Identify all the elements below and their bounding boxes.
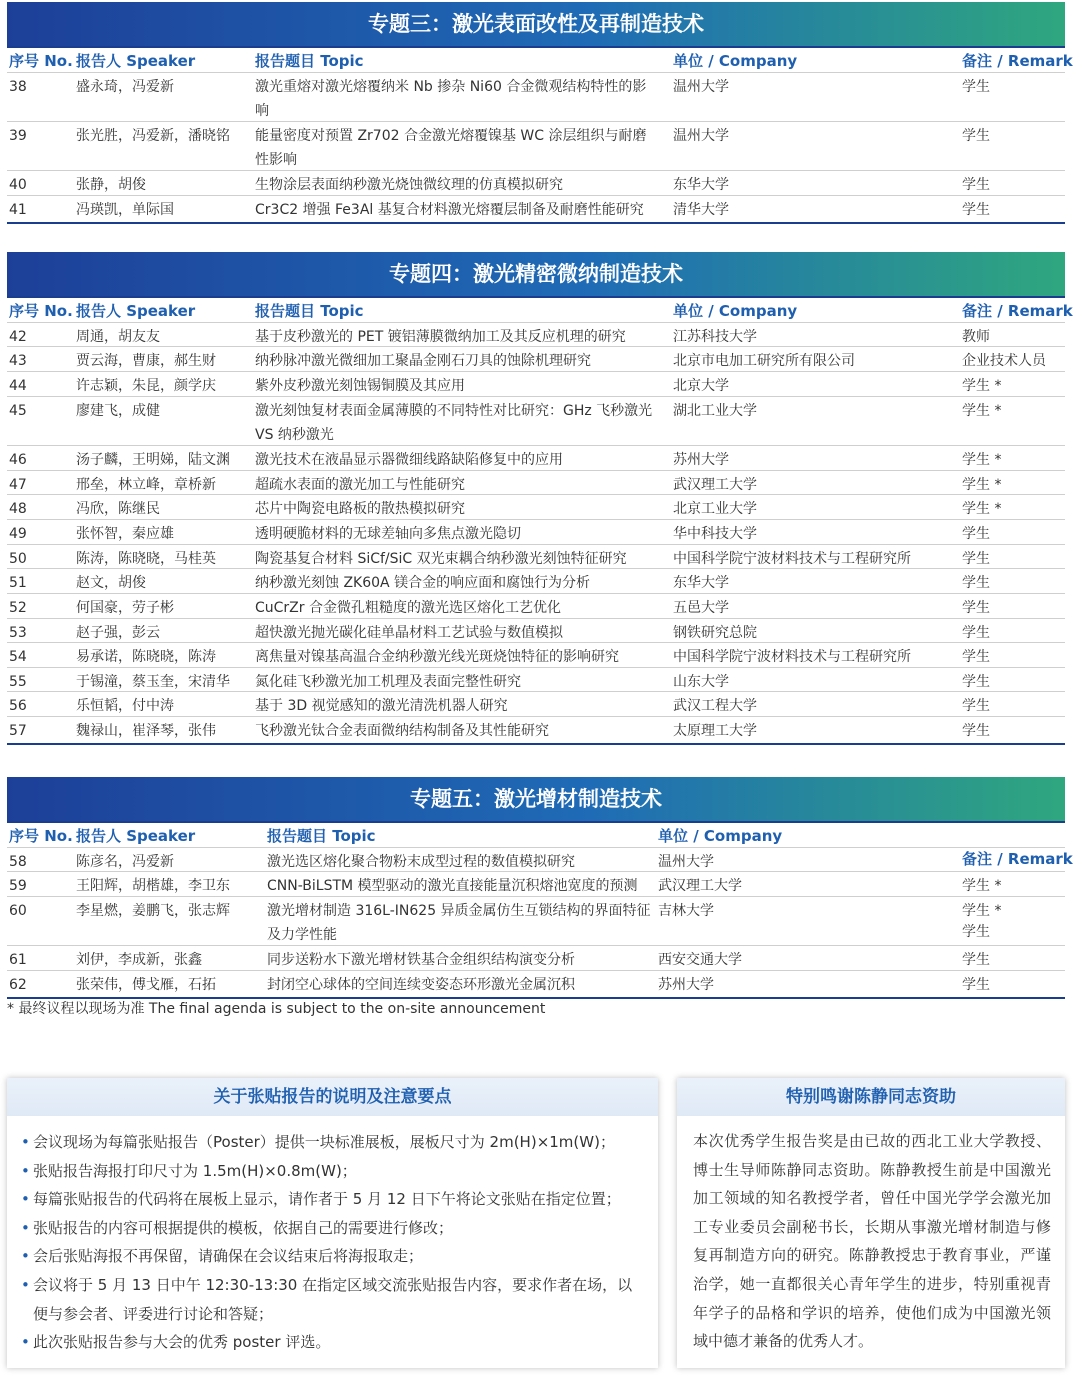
cell-remark: 学生 <box>962 977 990 993</box>
section-5-header <box>7 821 1065 847</box>
footnote: * 最终议程以现场为准 The final agenda is subject to the on-site announcement <box>7 1001 546 1017</box>
cell-no: 47 <box>9 477 27 493</box>
cell-remark: 学生 <box>962 128 990 144</box>
cell-speaker: 汤子麟，王明娣，陆文渊 <box>76 452 230 468</box>
cell-topic: 基于 3D 视觉感知的激光清洗机器人研究 <box>255 698 508 714</box>
cell-topic: 离焦量对镍基高温合金纳秒激光线光斑烧蚀特征的影响研究 <box>255 649 619 665</box>
section-4-title: 专题四：激光精密微纳制造技术 <box>7 252 1065 296</box>
header-no: 序号 No. <box>9 302 73 320</box>
cell-remark: 学生 * <box>962 403 1002 419</box>
cell-topic: 透明硬脆材料的无球差轴向多焦点激光隐切 <box>255 526 521 542</box>
cell-remark: 学生 <box>962 551 990 567</box>
cell-remark: 学生 * <box>962 878 1002 894</box>
cell-company: 东华大学 <box>673 177 729 193</box>
cell-remark: 学生 <box>962 649 990 665</box>
header-no: 序号 No. <box>9 827 73 845</box>
cell-topic: 超疏水表面的激光加工与性能研究 <box>255 477 465 493</box>
table-row <box>7 691 1065 717</box>
table-row <box>7 195 1065 221</box>
table-row <box>7 847 1065 872</box>
cell-remark: 教师 <box>962 329 990 345</box>
cell-company: 钢铁研究总院 <box>673 625 757 641</box>
cell-topic: 生物涂层表面纳秒激光烧蚀微纹理的仿真模拟研究 <box>255 177 563 193</box>
table-row <box>7 871 1065 897</box>
cell-speaker: 魏禄山，崔泽琴，张伟 <box>76 723 216 739</box>
cell-company: 中国科学院宁波材料技术与工程研究所 <box>673 649 911 665</box>
table-row <box>7 72 1065 122</box>
cell-speaker: 周通，胡友友 <box>76 329 160 345</box>
cell-no: 54 <box>9 649 27 665</box>
list-item: • 会议现场为每篇张贴报告（Poster）提供一块标准展板，展板尺寸为 2m(H)×1m(W)； <box>21 1128 646 1157</box>
table-row <box>7 445 1065 471</box>
cell-topic: 芯片中陶瓷电路板的散热模拟研究 <box>255 501 465 517</box>
list-item: • 会后张贴海报不再保留，请确保在会议结束后将海报取走； <box>21 1242 646 1271</box>
cell-no: 40 <box>9 177 27 193</box>
thanks-text: 本次优秀学生报告奖是由已故的西北工业大学教授、博士生导师陈静同志资助。陈静教授生前是中国激光加工领域的知名教授学者，曾任中国光学学会激光加工专业委员会副秘书长，长期从事激光增材制造与修复再制造方向的研究。陈静教授忠于教育事业，严谨治学，她一直都很关心青年学生的进步，特别重视青年学子的品格和学识的培养，使他们成为中国激光领域中德才兼备的优秀人才。 <box>693 1132 1051 1351</box>
cell-topic: 纳秒脉冲激光微细加工聚晶金刚石刀具的蚀除机理研究 <box>255 353 591 369</box>
cell-no: 49 <box>9 526 27 542</box>
cell-topic: 同步送粉水下激光增材铁基合金组织结构演变分析 <box>267 952 575 968</box>
header-remark: 备注 / Remark <box>962 302 1073 320</box>
cell-company: 华中科技大学 <box>673 526 757 542</box>
cell-no: 45 <box>9 403 27 419</box>
cell-company: 苏州大学 <box>658 977 714 993</box>
cell-speaker: 刘伊，李成新，张鑫 <box>76 952 202 968</box>
cell-no: 56 <box>9 698 27 714</box>
cell-topic: CuCrZr 合金微孔粗糙度的激光选区熔化工艺优化 <box>255 600 561 616</box>
table-row <box>7 593 1065 619</box>
cell-speaker: 陈涛，陈晓晓，马桂英 <box>76 551 216 567</box>
table-row <box>7 544 1065 569</box>
cell-speaker: 乐恒韬，付中涛 <box>76 698 174 714</box>
cell-no: 41 <box>9 202 27 218</box>
cell-company: 北京工业大学 <box>673 501 757 517</box>
cell-topic: 激光重熔对激光熔覆纳米 Nb 掺杂 Ni60 合金微观结构特性的影响 <box>255 79 647 119</box>
cell-no: 53 <box>9 625 27 641</box>
header-topic: 报告题目 Topic <box>267 827 376 845</box>
cell-topic: 飞秒激光钛合金表面微纳结构制备及其性能研究 <box>255 723 549 739</box>
header-company: 单位 / Company <box>673 302 798 320</box>
cell-topic: 基于皮秒激光的 PET 镀铝薄膜微纳加工及其反应机理的研究 <box>255 329 626 345</box>
cell-topic: 氮化硅飞秒激光加工机理及表面完整性研究 <box>255 674 521 690</box>
cell-speaker: 于锡潼，蔡玉奎，宋清华 <box>76 674 230 690</box>
cell-company: 北京市电加工研究所有限公司 <box>673 353 855 369</box>
cell-topic: 紫外皮秒激光刻蚀锡铜膜及其应用 <box>255 378 465 394</box>
table-row <box>7 716 1065 742</box>
header-topic: 报告题目 Topic <box>255 302 364 320</box>
poster-notes-title: 关于张贴报告的说明及注意要点 <box>7 1078 658 1116</box>
cell-topic: CNN-BiLSTM 模型驱动的激光直接能量沉积熔池宽度的预测 <box>267 878 638 894</box>
table-row <box>7 121 1065 171</box>
cell-remark: 学生 <box>962 202 990 218</box>
cell-speaker: 冯瑛凯，单际国 <box>76 202 174 218</box>
cell-remark: 学生 * <box>962 378 1002 394</box>
cell-speaker: 张荣伟，傅戈雁，石拓 <box>76 977 216 993</box>
header-speaker: 报告人 Speaker <box>76 52 196 70</box>
cell-topic: Cr3C2 增强 Fe3Al 基复合材料激光熔覆层制备及耐磨性能研究 <box>255 202 644 218</box>
cell-no: 61 <box>9 952 27 968</box>
cell-remark: 学生 <box>962 625 990 641</box>
cell-remark: 学生 <box>962 177 990 193</box>
cell-no: 48 <box>9 501 27 517</box>
poster-notes-list <box>7 1116 658 1357</box>
poster-notes-box <box>7 1078 658 1368</box>
header-no: 序号 No. <box>9 52 73 70</box>
cell-no: 60 <box>9 903 27 919</box>
table-row <box>7 568 1065 594</box>
header-speaker: 报告人 Speaker <box>76 302 196 320</box>
cell-speaker: 陈彦名，冯爱新 <box>76 854 174 870</box>
cell-company: 苏州大学 <box>673 452 729 468</box>
cell-company: 湖北工业大学 <box>673 403 757 419</box>
cell-topic: 激光刻蚀复材表面金属薄膜的不同特性对比研究：GHz 飞秒激光 VS 纳秒激光 <box>255 403 653 443</box>
table-row <box>7 470 1065 495</box>
cell-remark: 学生 <box>962 600 990 616</box>
table-row <box>7 346 1065 372</box>
extra-remark: 学生 <box>962 924 990 940</box>
header-remark: 备注 / Remark <box>962 52 1073 70</box>
cell-no: 62 <box>9 977 27 993</box>
cell-remark: 企业技术人员 <box>962 353 1046 369</box>
table-row <box>7 642 1065 668</box>
table-end-line <box>7 743 1065 745</box>
cell-remark: 学生 <box>962 79 990 95</box>
cell-company: 五邑大学 <box>673 600 729 616</box>
cell-no: 43 <box>9 353 27 369</box>
table-row <box>7 396 1065 446</box>
table-row <box>7 618 1065 643</box>
cell-company: 武汉理工大学 <box>658 878 742 894</box>
list-item: • 张贴报告海报打印尺寸为 1.5m(H)×0.8m(W)； <box>21 1157 646 1186</box>
cell-no: 58 <box>9 854 27 870</box>
table-row <box>7 896 1065 946</box>
header-topic: 报告题目 Topic <box>255 52 364 70</box>
table-row <box>7 322 1065 347</box>
cell-remark: 学生 <box>962 698 990 714</box>
cell-speaker: 邢垒，林立峰，章桥新 <box>76 477 216 493</box>
cell-remark: 学生 <box>962 674 990 690</box>
table-end-line <box>7 222 1065 224</box>
cell-remark: 学生 <box>962 526 990 542</box>
cell-company: 温州大学 <box>673 79 729 95</box>
cell-speaker: 张静，胡俊 <box>76 177 146 193</box>
cell-remark: 学生 <box>962 952 990 968</box>
cell-no: 44 <box>9 378 27 394</box>
section-3-header <box>7 46 1073 72</box>
cell-topic: 能量密度对预置 Zr702 合金激光熔覆镍基 WC 涂层组织与耐磨性影响 <box>255 128 647 168</box>
cell-company: 太原理工大学 <box>673 723 757 739</box>
header-company: 单位 / Company <box>658 827 783 845</box>
cell-no: 46 <box>9 452 27 468</box>
cell-speaker: 冯欣，陈继民 <box>76 501 160 517</box>
cell-speaker: 赵子强，彭云 <box>76 625 160 641</box>
table-row <box>7 170 1065 196</box>
cell-speaker: 何国豪，劳子彬 <box>76 600 174 616</box>
section-5-title: 专题五：激光增材制造技术 <box>7 777 1065 821</box>
cell-no: 55 <box>9 674 27 690</box>
cell-speaker: 易承诺，陈晓晓，陈涛 <box>76 649 216 665</box>
header-company: 单位 / Company <box>673 52 798 70</box>
list-item: • 每篇张贴报告的代码将在展板上显示，请作者于 5 月 12 日下午将论文张贴在指定位置； <box>21 1185 646 1214</box>
thanks-box <box>677 1078 1065 1368</box>
cell-speaker: 廖建飞，成健 <box>76 403 160 419</box>
cell-speaker: 李星燃，姜鹏飞，张志辉 <box>76 903 230 919</box>
list-item: • 会议将于 5 月 13 日中午 12:30-13:30 在指定区域交流张贴报告内容，要求作者在场，以便与参会者、评委进行讨论和答疑； <box>21 1271 646 1328</box>
table-row <box>7 371 1065 397</box>
cell-remark: 学生 * <box>962 903 1002 919</box>
cell-topic: 激光增材制造 316L-IN625 异质金属仿生互锁结构的界面特征及力学性能 <box>267 903 651 943</box>
table-end-line <box>7 997 1065 999</box>
cell-company: 北京大学 <box>673 378 729 394</box>
cell-remark: 学生 * <box>962 477 1002 493</box>
table-row <box>7 945 1065 971</box>
cell-topic: 封闭空心球体的空间连续变姿态环形激光金属沉积 <box>267 977 575 993</box>
cell-topic: 超快激光抛光碳化硅单晶材料工艺试验与数值模拟 <box>255 625 563 641</box>
cell-company: 山东大学 <box>673 674 729 690</box>
header-remark: 备注 / Remark <box>962 850 1073 868</box>
cell-no: 51 <box>9 575 27 591</box>
cell-topic: 激光选区熔化聚合物粉末成型过程的数值模拟研究 <box>267 854 575 870</box>
cell-no: 38 <box>9 79 27 95</box>
cell-company: 武汉理工大学 <box>673 477 757 493</box>
cell-company: 中国科学院宁波材料技术与工程研究所 <box>673 551 911 567</box>
cell-no: 50 <box>9 551 27 567</box>
cell-company: 温州大学 <box>658 854 714 870</box>
cell-speaker: 盛永琦，冯爱新 <box>76 79 174 95</box>
cell-company: 温州大学 <box>673 128 729 144</box>
cell-company: 西安交通大学 <box>658 952 742 968</box>
thanks-title: 特别鸣谢陈静同志资助 <box>677 1078 1065 1116</box>
section-4-header <box>7 296 1073 322</box>
cell-company: 江苏科技大学 <box>673 329 757 345</box>
table-row <box>7 519 1065 545</box>
cell-topic: 陶瓷基复合材料 SiCf/SiC 双光束耦合纳秒激光刻蚀特征研究 <box>255 551 627 567</box>
table-row <box>7 667 1065 692</box>
cell-company: 东华大学 <box>673 575 729 591</box>
cell-remark: 学生 <box>962 723 990 739</box>
cell-remark: 学生 <box>962 575 990 591</box>
cell-no: 57 <box>9 723 27 739</box>
cell-speaker: 张怀智，秦应雄 <box>76 526 174 542</box>
cell-topic: 纳秒激光刻蚀 ZK60A 镁合金的响应面和腐蚀行为分析 <box>255 575 591 591</box>
header-speaker: 报告人 Speaker <box>76 827 196 845</box>
cell-speaker: 赵文，胡俊 <box>76 575 146 591</box>
cell-speaker: 贾云海，曹康，郝生财 <box>76 353 216 369</box>
cell-speaker: 张光胜，冯爱新，潘晓铭 <box>76 128 230 144</box>
cell-company: 清华大学 <box>673 202 729 218</box>
cell-remark: 学生 * <box>962 452 1002 468</box>
table-row <box>7 970 1065 996</box>
cell-no: 59 <box>9 878 27 894</box>
cell-company: 武汉工程大学 <box>673 698 757 714</box>
cell-no: 52 <box>9 600 27 616</box>
cell-remark: 学生 * <box>962 501 1002 517</box>
cell-speaker: 王阳辉，胡楷雄，李卫东 <box>76 878 230 894</box>
table-row <box>7 494 1065 520</box>
list-item: • 张贴报告的内容可根据提供的模板，依据自己的需要进行修改； <box>21 1214 646 1243</box>
cell-topic: 激光技术在液晶显示器微细线路缺陷修复中的应用 <box>255 452 563 468</box>
section-3-title: 专题三：激光表面改性及再制造技术 <box>7 2 1065 46</box>
cell-company: 吉林大学 <box>658 903 714 919</box>
cell-no: 42 <box>9 329 27 345</box>
cell-no: 39 <box>9 128 27 144</box>
cell-speaker: 许志颖，朱昆，颜学庆 <box>76 378 216 394</box>
list-item: • 此次张贴报告参与大会的优秀 poster 评选。 <box>21 1328 646 1357</box>
